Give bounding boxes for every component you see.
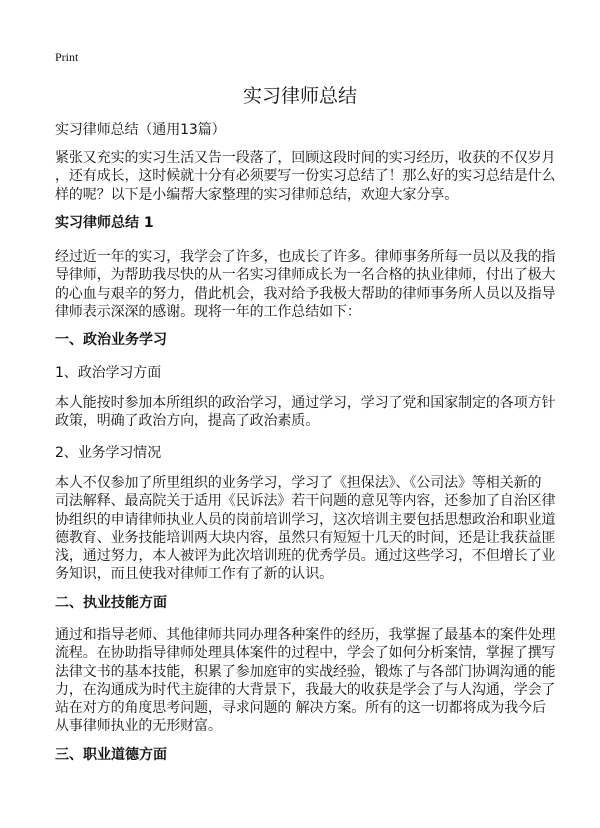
text-line: 流程。在协助指导律师处理具体案件的过程中，学会了如何分析案情，掌握了撰写 [55,645,556,662]
text-line: 法律文书的基本技能，积累了参加庭审的实战经验，锻炼了与各部门协调沟通的能 [55,663,556,680]
section-heading: 实习律师总结 1 [55,215,154,231]
intro-paragraph [55,149,555,204]
text-line: 从事律师执业的无形财富。 [55,718,222,735]
text-line: 导律师，为帮助我尽快的从一名实习律师成长为一名合格的执业律师，付出了极大 [55,267,556,284]
business-paragraph [55,474,555,584]
subheading-political: 1、政治学习方面 [55,365,162,381]
text-line: 协组织的申请律师执业人员的岗前培训学习，这次培训主要包括思想政治和职业道 [55,511,556,528]
text-line: 本人不仅参加了所里组织的业务学习，学习了《担保法》、《公司法》等相关新的 [55,475,542,491]
text-line: 力，在沟通成为时代主旋律的大背景下，我最大的收获是学会了与人沟通，学会了 [55,681,556,698]
text-line: 的心血与艰辛的努力，借此机会，我对给予我极大帮助的律师事务所人员以及指导 [55,285,556,302]
heading-political-study: 一、政治业务学习 [55,332,167,348]
document-subtitle: 实习律师总结（通用13篇） [55,122,226,138]
subheading-business: 2、业务学习情况 [55,445,162,461]
print-link[interactable]: Print [55,50,79,64]
text-line: 经过近一年的实习，我学会了许多，也成长了许多。律师事务所每一员以及我的指 [55,249,556,265]
text-line: 站在对方的角度思考问题，寻求问题的 解决方案。所有的这一切都将成为我今后 [55,700,546,717]
text-line: 德教育、业务技能培训两大块内容，虽然只有短短十几天的时间，还是让我获益匪 [55,529,556,546]
document-title: 实习律师总结 [242,85,357,107]
heading-practice-skills: 二、执业技能方面 [55,595,167,611]
text-line: 浅，通过努力，本人被评为此次培训班的优秀学员。通过这些学习，不但增长了业 [55,548,556,565]
text-line: 律师表示深深的感谢。现将一年的工作总结如下： [55,303,361,320]
text-line: 样的呢？以下是小编帮大家整理的实习律师总结，欢迎大家分享。 [55,186,459,203]
text-line: ，还有成长，这时候就十分有必须要写一份实习总结了！那么好的实习总结是什么 [55,168,556,185]
heading-professional-ethics: 三、职业道德方面 [55,747,167,763]
text-line: 通过和指导老师、其他律师共同办理各种案件的经历，我掌握了最基本的案件处理 [55,627,556,643]
text-line: 紧张又充实的实习生活又告一段落了，回顾这段时间的实习经历，收获的不仅岁月 [55,150,556,166]
text-line: 本人能按时参加本所组织的政治学习，通过学习，学习了党和国家制定的各项方针 [55,395,556,411]
political-paragraph [55,394,555,431]
text-line: 务知识，而且使我对律师工作有了新的认识。 [55,566,333,583]
text-line: 司法解释、最高院关于适用《民诉法》若干问题的意见等内容，还参加了自治区律 [55,493,556,510]
skills-paragraph [55,626,555,736]
text-line: 政策，明确了政治方向，提高了政治素质。 [55,413,320,430]
section-intro-paragraph [55,248,555,321]
